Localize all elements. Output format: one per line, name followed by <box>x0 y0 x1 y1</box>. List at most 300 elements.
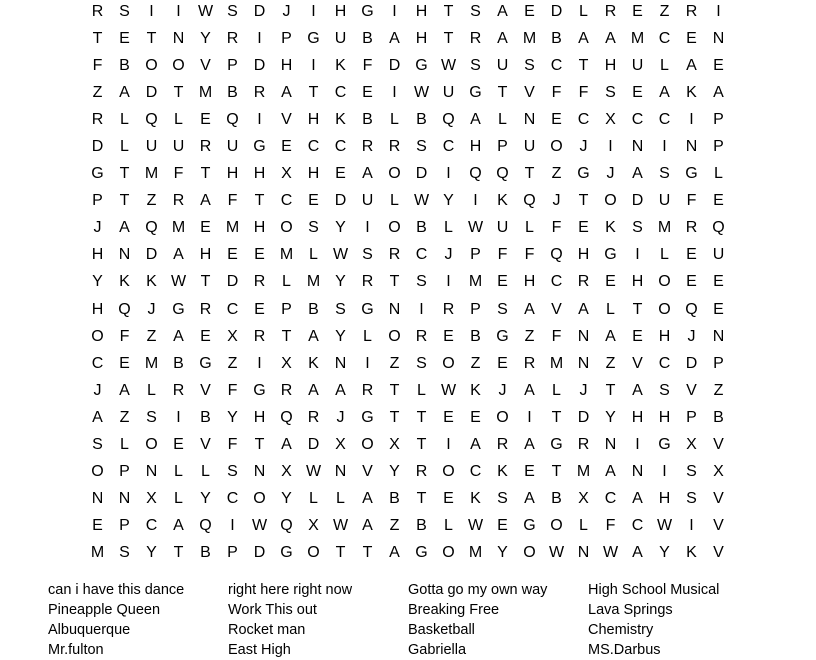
grid-letter: Q <box>280 408 293 426</box>
grid-letter: T <box>146 29 157 47</box>
grid-letter: B <box>551 29 562 47</box>
word-bank-item: Chemistry <box>588 622 654 638</box>
grid-letter: Y <box>200 29 211 47</box>
grid-letter: Q <box>145 110 158 128</box>
grid-letter: T <box>200 273 211 291</box>
grid-letter: O <box>496 408 509 426</box>
grid-letter: L <box>606 300 615 318</box>
grid-letter: Z <box>119 408 130 426</box>
grid-letter: N <box>577 354 590 372</box>
grid-letter: W <box>170 273 187 291</box>
word-bank-item: can i have this dance <box>48 582 185 598</box>
grid-letter: B <box>362 110 373 128</box>
grid-letter: Y <box>227 408 238 426</box>
word-bank-item: Breaking Free <box>408 602 500 618</box>
grid-letter: R <box>685 2 698 20</box>
grid-letter: E <box>254 300 265 318</box>
grid-letter: C <box>658 110 671 128</box>
grid-letter: D <box>577 408 590 426</box>
grid-letter: E <box>227 246 238 264</box>
grid-letter: Q <box>118 300 131 318</box>
grid-letter: A <box>308 327 319 345</box>
grid-letter: R <box>496 436 509 454</box>
grid-letter: W <box>332 246 349 264</box>
grid-letter: K <box>335 110 346 128</box>
grid-letter: Z <box>713 381 724 399</box>
grid-letter: D <box>145 246 158 264</box>
grid-letter: A <box>632 544 643 562</box>
grid-letter: E <box>362 83 373 101</box>
grid-letter: V <box>551 300 562 318</box>
grid-letter: A <box>470 110 481 128</box>
grid-letter: X <box>227 327 238 345</box>
grid-letter: G <box>469 83 482 101</box>
grid-letter: P <box>227 56 238 74</box>
grid-letter: W <box>656 517 673 535</box>
grid-letter: Y <box>335 219 346 237</box>
grid-letter: T <box>254 192 265 210</box>
word-bank-item: Rocket man <box>228 622 306 638</box>
grid-letter: M <box>657 219 672 237</box>
grid-letter: O <box>658 273 671 291</box>
grid-letter: Z <box>92 83 103 101</box>
grid-letter: J <box>93 381 102 399</box>
grid-letter: Q <box>145 219 158 237</box>
grid-letter: T <box>578 56 589 74</box>
grid-letter: U <box>496 56 509 74</box>
grid-letter: Q <box>712 219 725 237</box>
grid-letter: E <box>443 490 454 508</box>
grid-letter: R <box>388 138 401 156</box>
grid-letter: H <box>658 408 671 426</box>
grid-letter: H <box>253 408 266 426</box>
grid-letter: X <box>686 436 697 454</box>
grid-letter: G <box>415 544 428 562</box>
grid-letter: H <box>415 2 428 20</box>
grid-letter: O <box>145 436 158 454</box>
grid-letter: C <box>280 192 293 210</box>
grid-letter: I <box>608 138 613 156</box>
grid-letter: N <box>712 29 725 47</box>
grid-letter: E <box>119 29 130 47</box>
grid-letter: S <box>416 273 427 291</box>
grid-letter: S <box>227 2 238 20</box>
grid-letter: T <box>92 29 103 47</box>
grid-letter: N <box>685 138 698 156</box>
grid-letter: H <box>280 56 293 74</box>
grid-letter: G <box>685 165 698 183</box>
grid-letter: D <box>685 354 698 372</box>
grid-letter: B <box>200 544 211 562</box>
grid-letter: E <box>335 165 346 183</box>
grid-letter: T <box>497 83 508 101</box>
grid-letter: K <box>470 381 481 399</box>
grid-letter: O <box>442 463 455 481</box>
grid-letter: R <box>523 354 536 372</box>
grid-letter: F <box>551 219 562 237</box>
grid-letter: M <box>144 354 159 372</box>
grid-letter: D <box>334 192 347 210</box>
grid-letter: V <box>200 381 211 399</box>
grid-letter: K <box>308 354 319 372</box>
grid-letter: K <box>605 219 616 237</box>
grid-letter: E <box>686 246 697 264</box>
grid-letter: W <box>305 463 322 481</box>
grid-letter: H <box>631 273 644 291</box>
grid-letter: H <box>523 273 536 291</box>
grid-letter: N <box>253 463 266 481</box>
grid-letter: Y <box>281 490 292 508</box>
grid-letter: O <box>307 544 320 562</box>
grid-letter: D <box>253 2 266 20</box>
grid-letter: L <box>363 327 372 345</box>
grid-letter: G <box>496 327 509 345</box>
grid-letter: K <box>146 273 157 291</box>
grid-letter: G <box>550 436 563 454</box>
grid-letter: U <box>712 246 725 264</box>
grid-letter: E <box>497 354 508 372</box>
grid-letter: E <box>713 192 724 210</box>
grid-letter: X <box>281 463 292 481</box>
grid-letter: E <box>119 354 130 372</box>
grid-letter: S <box>659 165 670 183</box>
grid-letter: C <box>334 138 347 156</box>
grid-letter: U <box>442 83 455 101</box>
grid-letter: Y <box>92 273 103 291</box>
grid-letter: A <box>632 490 643 508</box>
grid-letter: J <box>336 408 345 426</box>
grid-letter: A <box>632 381 643 399</box>
grid-letter: Z <box>551 165 562 183</box>
grid-letter: F <box>686 192 697 210</box>
grid-letter: E <box>200 110 211 128</box>
grid-letter: L <box>660 56 669 74</box>
grid-letter: R <box>415 463 428 481</box>
grid-letter: C <box>226 300 239 318</box>
grid-letter: T <box>308 83 319 101</box>
grid-letter: L <box>579 2 588 20</box>
grid-letter: M <box>576 463 591 481</box>
grid-letter: Q <box>523 192 536 210</box>
grid-letter: S <box>146 408 157 426</box>
grid-letter: N <box>145 463 158 481</box>
grid-letter: N <box>388 300 401 318</box>
grid-letter: I <box>716 2 721 20</box>
grid-letter: G <box>172 300 185 318</box>
grid-letter: W <box>467 219 484 237</box>
grid-letter: X <box>605 110 616 128</box>
grid-letter: T <box>389 408 400 426</box>
grid-letter: R <box>361 273 374 291</box>
grid-letter: R <box>388 246 401 264</box>
grid-letter: P <box>470 300 481 318</box>
grid-letter: R <box>307 408 320 426</box>
grid-letter: X <box>335 436 346 454</box>
grid-letter: K <box>335 56 346 74</box>
grid-letter: E <box>254 246 265 264</box>
grid-letter: K <box>686 544 697 562</box>
grid-letter: R <box>415 327 428 345</box>
grid-letter: J <box>579 381 588 399</box>
grid-letter: P <box>713 354 724 372</box>
grid-letter: R <box>253 273 266 291</box>
grid-letter: I <box>257 110 262 128</box>
grid-letter: T <box>443 2 454 20</box>
word-search-grid <box>84 0 732 566</box>
grid-letter: T <box>551 463 562 481</box>
grid-letter: Z <box>146 192 157 210</box>
grid-letter: D <box>550 2 563 20</box>
grid-letter: E <box>308 192 319 210</box>
grid-letter: A <box>92 408 103 426</box>
grid-letter: G <box>361 408 374 426</box>
grid-letter: L <box>552 381 561 399</box>
grid-letter: T <box>119 165 130 183</box>
grid-letter: W <box>440 56 457 74</box>
grid-letter: P <box>281 300 292 318</box>
grid-letter: W <box>413 192 430 210</box>
grid-letter: H <box>199 246 212 264</box>
grid-letter: M <box>468 273 483 291</box>
grid-letter: S <box>470 56 481 74</box>
grid-letter: B <box>416 219 427 237</box>
grid-letter: J <box>93 219 102 237</box>
grid-letter: R <box>199 300 212 318</box>
grid-letter: X <box>713 463 724 481</box>
grid-letter: I <box>662 138 667 156</box>
grid-letter: M <box>279 246 294 264</box>
grid-letter: O <box>523 544 536 562</box>
grid-letter: B <box>362 29 373 47</box>
grid-letter: L <box>174 490 183 508</box>
grid-letter: A <box>119 83 130 101</box>
grid-letter: V <box>200 436 211 454</box>
grid-letter: S <box>659 381 670 399</box>
grid-letter: B <box>470 327 481 345</box>
grid-letter: C <box>307 138 320 156</box>
grid-letter: O <box>388 165 401 183</box>
grid-letter: S <box>686 463 697 481</box>
grid-letter: T <box>281 327 292 345</box>
grid-letter: E <box>200 327 211 345</box>
grid-letter: C <box>550 273 563 291</box>
grid-letter: P <box>227 544 238 562</box>
grid-letter: H <box>334 2 347 20</box>
grid-letter: G <box>307 29 320 47</box>
grid-letter: Y <box>605 408 616 426</box>
grid-letter: Q <box>280 517 293 535</box>
grid-letter: X <box>308 517 319 535</box>
grid-letter: A <box>281 436 292 454</box>
grid-letter: E <box>497 273 508 291</box>
grid-letter: L <box>120 436 129 454</box>
grid-letter: B <box>200 408 211 426</box>
grid-letter: L <box>579 517 588 535</box>
grid-letter: A <box>713 83 724 101</box>
grid-letter: W <box>413 83 430 101</box>
grid-letter: W <box>440 381 457 399</box>
grid-letter: D <box>145 83 158 101</box>
grid-letter: I <box>473 192 478 210</box>
grid-letter: A <box>281 83 292 101</box>
grid-letter: S <box>524 56 535 74</box>
grid-letter: A <box>362 165 373 183</box>
grid-letter: A <box>524 436 535 454</box>
grid-letter: L <box>309 490 318 508</box>
grid-letter: J <box>444 246 453 264</box>
grid-letter: I <box>176 2 181 20</box>
grid-letter: D <box>91 138 104 156</box>
grid-letter: J <box>579 138 588 156</box>
grid-letter: U <box>658 192 671 210</box>
grid-letter: F <box>524 246 535 264</box>
grid-letter: A <box>497 29 508 47</box>
grid-letter: F <box>551 327 562 345</box>
grid-letter: O <box>253 490 266 508</box>
grid-letter: E <box>443 408 454 426</box>
grid-letter: S <box>119 2 130 20</box>
word-bank-item: Basketball <box>408 622 475 638</box>
word-bank-item: Mr.fulton <box>48 642 104 658</box>
grid-letter: I <box>257 354 262 372</box>
grid-letter: O <box>388 219 401 237</box>
grid-letter: B <box>308 300 319 318</box>
grid-letter: W <box>197 2 214 20</box>
grid-letter: U <box>496 219 509 237</box>
grid-letter: P <box>713 138 724 156</box>
word-bank-item: Work This out <box>228 602 317 618</box>
grid-letter: T <box>524 165 535 183</box>
grid-letter: H <box>577 246 590 264</box>
grid-letter: G <box>280 544 293 562</box>
grid-letter: S <box>119 544 130 562</box>
word-bank-item: right here right now <box>228 582 353 598</box>
grid-letter: Z <box>605 354 616 372</box>
grid-letter: O <box>91 327 104 345</box>
grid-letter: F <box>227 381 238 399</box>
grid-letter: D <box>253 56 266 74</box>
grid-letter: B <box>119 56 130 74</box>
grid-letter: Q <box>226 110 239 128</box>
grid-letter: Y <box>335 273 346 291</box>
grid-letter: R <box>172 381 185 399</box>
grid-letter: L <box>282 273 291 291</box>
grid-letter: G <box>253 138 266 156</box>
grid-letter: N <box>118 246 131 264</box>
grid-letter: F <box>227 436 238 454</box>
grid-letter: P <box>92 192 103 210</box>
grid-letter: N <box>172 29 185 47</box>
grid-letter: N <box>712 327 725 345</box>
grid-letter: R <box>199 138 212 156</box>
grid-letter: N <box>334 463 347 481</box>
grid-letter: M <box>198 83 213 101</box>
grid-letter: G <box>361 300 374 318</box>
grid-letter: T <box>416 436 427 454</box>
grid-letter: L <box>147 381 156 399</box>
grid-letter: Y <box>335 327 346 345</box>
grid-letter: M <box>90 544 105 562</box>
grid-letter: B <box>416 110 427 128</box>
grid-letter: O <box>550 517 563 535</box>
grid-letter: W <box>602 544 619 562</box>
grid-letter: S <box>362 246 373 264</box>
grid-letter: Y <box>389 463 400 481</box>
grid-letter: H <box>253 165 266 183</box>
grid-letter: U <box>226 138 239 156</box>
grid-letter: V <box>200 56 211 74</box>
grid-letter: L <box>390 192 399 210</box>
grid-letter: T <box>254 436 265 454</box>
grid-letter: I <box>311 56 316 74</box>
grid-letter: I <box>392 2 397 20</box>
grid-letter: R <box>253 83 266 101</box>
grid-letter: A <box>497 2 508 20</box>
grid-letter: G <box>91 165 104 183</box>
grid-letter: O <box>280 219 293 237</box>
grid-letter: A <box>119 381 130 399</box>
grid-letter: U <box>523 138 536 156</box>
grid-letter: Y <box>659 544 670 562</box>
grid-letter: W <box>467 517 484 535</box>
grid-letter: K <box>686 83 697 101</box>
grid-letter: Z <box>389 517 400 535</box>
grid-letter: Y <box>443 192 454 210</box>
grid-letter: A <box>119 219 130 237</box>
grid-letter: M <box>468 544 483 562</box>
grid-letter: C <box>226 490 239 508</box>
grid-letter: L <box>714 165 723 183</box>
grid-letter: V <box>281 110 292 128</box>
grid-letter: R <box>226 29 239 47</box>
grid-letter: L <box>174 463 183 481</box>
grid-letter: G <box>658 436 671 454</box>
grid-letter: H <box>91 246 104 264</box>
grid-letter: E <box>497 517 508 535</box>
grid-letter: S <box>497 490 508 508</box>
grid-letter: M <box>144 165 159 183</box>
grid-letter: R <box>361 381 374 399</box>
grid-letter: Q <box>469 165 482 183</box>
grid-letter: J <box>147 300 156 318</box>
grid-letter: H <box>469 138 482 156</box>
grid-letter: L <box>660 246 669 264</box>
grid-letter: P <box>281 29 292 47</box>
grid-letter: H <box>253 219 266 237</box>
grid-letter: P <box>470 246 481 264</box>
grid-letter: I <box>446 273 451 291</box>
grid-letter: V <box>713 436 724 454</box>
grid-letter: E <box>686 273 697 291</box>
grid-letter: U <box>631 56 644 74</box>
grid-letter: U <box>334 29 347 47</box>
grid-letter: R <box>361 138 374 156</box>
grid-letter: G <box>253 381 266 399</box>
grid-letter: A <box>524 490 535 508</box>
grid-letter: C <box>658 29 671 47</box>
grid-letter: E <box>173 436 184 454</box>
grid-letter: Z <box>659 2 670 20</box>
grid-letter: S <box>686 490 697 508</box>
grid-letter: Y <box>497 544 508 562</box>
word-bank-item: Gabriella <box>408 642 467 658</box>
grid-letter: N <box>118 490 131 508</box>
grid-letter: D <box>631 192 644 210</box>
grid-letter: I <box>149 2 154 20</box>
grid-letter: E <box>713 300 724 318</box>
grid-letter: U <box>172 138 185 156</box>
grid-letter: Q <box>550 246 563 264</box>
